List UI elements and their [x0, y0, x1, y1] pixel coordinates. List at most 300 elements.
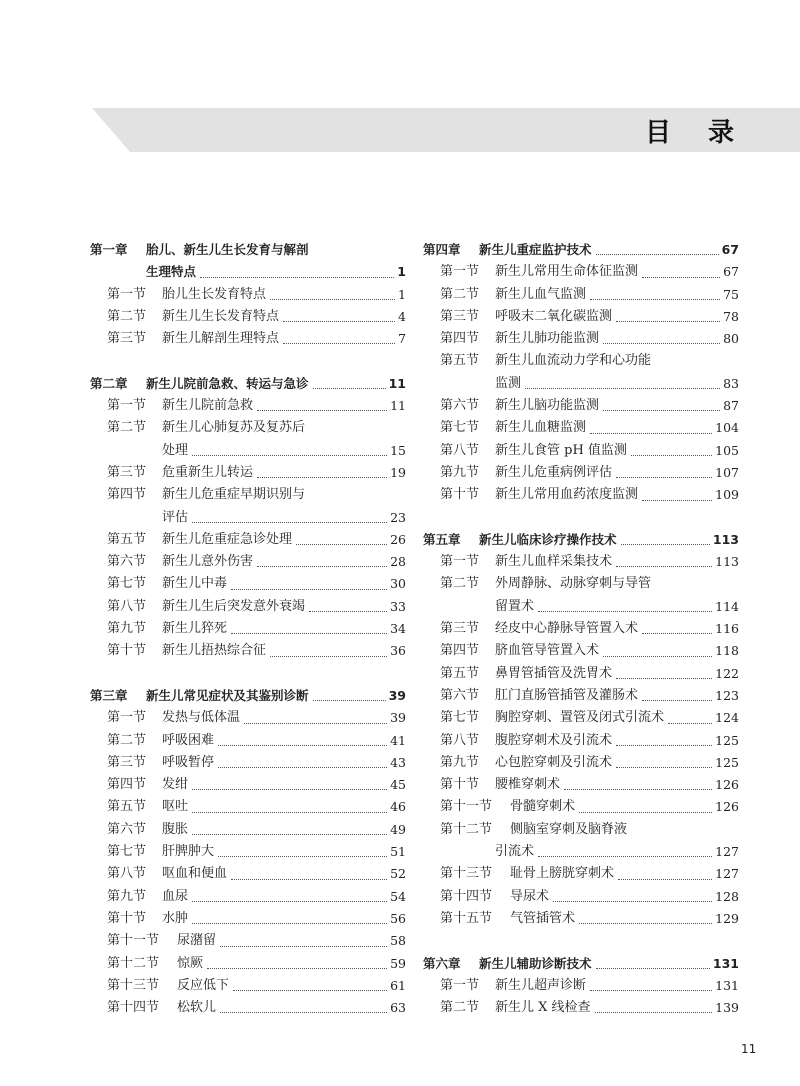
chapter-title: 新生儿常见症状及其鉴别诊断 — [146, 687, 309, 703]
page-ref: 11 — [388, 375, 406, 391]
section-title: 呼吸暂停 — [162, 754, 215, 770]
page-ref: 39 — [390, 710, 406, 726]
section-label: 第四节 — [107, 777, 147, 793]
toc-section-continuation[interactable] — [423, 596, 739, 618]
dot-leader — [220, 1011, 387, 1013]
chapter-spacer — [90, 663, 406, 685]
section-title: 外周静脉、动脉穿刺与导管 — [495, 576, 652, 592]
toc-section-entry[interactable] — [423, 328, 739, 350]
page-ref: 26 — [390, 531, 406, 547]
dot-leader — [200, 276, 394, 278]
section-title: 呕吐 — [162, 799, 189, 815]
section-title: 鼻胃管插管及洗胃术 — [495, 665, 613, 681]
page-ref: 43 — [390, 754, 406, 770]
toc-section-entry[interactable] — [423, 284, 739, 306]
toc-section-entry[interactable] — [90, 306, 406, 328]
dot-leader — [192, 521, 387, 523]
section-title: 呼吸末二氧化碳监测 — [495, 308, 613, 324]
section-label: 第七节 — [440, 710, 480, 726]
toc-section-entry[interactable] — [90, 819, 406, 841]
page-ref: 127 — [715, 866, 739, 882]
section-label: 第九节 — [107, 888, 147, 904]
page-ref: 114 — [715, 598, 739, 614]
section-title: 新生儿常用血药浓度监测 — [495, 487, 639, 503]
section-title: 新生儿食管 pH 值监测 — [495, 442, 627, 458]
section-title: 新生儿危重病例评估 — [495, 464, 613, 480]
toc-section-entry[interactable] — [90, 863, 406, 885]
toc-section-entry[interactable] — [90, 752, 406, 774]
toc-section-entry[interactable] — [90, 284, 406, 306]
section-label: 第十四节 — [107, 1000, 160, 1016]
page-ref: 129 — [715, 910, 739, 926]
toc-section-entry[interactable] — [423, 975, 739, 997]
dot-leader — [244, 722, 387, 724]
section-label: 第六节 — [107, 554, 147, 570]
section-label: 第十二节 — [440, 821, 493, 837]
toc-section-entry[interactable] — [90, 908, 406, 930]
section-label: 第十一节 — [107, 933, 160, 949]
chapter-label: 第五章 — [423, 531, 461, 547]
dot-leader — [218, 855, 387, 857]
page-ref: 131 — [712, 955, 739, 971]
toc-section-entry[interactable] — [423, 462, 739, 484]
page-ref: 67 — [723, 264, 739, 280]
toc-section-continuation[interactable] — [423, 841, 739, 863]
section-label: 第七节 — [107, 576, 147, 592]
section-label: 第四节 — [440, 643, 480, 659]
dot-leader — [590, 432, 712, 434]
dot-leader — [207, 967, 387, 969]
section-title: 引流术 — [495, 844, 535, 860]
section-label: 第三节 — [440, 621, 480, 637]
section-title: 新生儿超声诊断 — [495, 977, 587, 993]
dot-leader — [603, 409, 720, 411]
toc-section-entry[interactable] — [423, 752, 739, 774]
page-ref: 126 — [715, 799, 739, 815]
chapter-label: 第二章 — [90, 375, 128, 391]
section-title: 发绀 — [162, 777, 189, 793]
page-ref: 39 — [388, 687, 406, 703]
page-ref: 113 — [715, 554, 739, 570]
chapter-title: 胎儿、新生儿生长发育与解剖 — [146, 242, 309, 257]
section-title: 新生儿意外伤害 — [162, 554, 254, 570]
toc-section-entry[interactable] — [423, 685, 739, 707]
section-label: 第十节 — [107, 910, 147, 926]
dot-leader — [590, 989, 712, 991]
page-ref: 23 — [390, 509, 406, 525]
toc-section-entry[interactable] — [90, 975, 406, 997]
page-ref: 67 — [721, 242, 739, 257]
dot-leader — [231, 878, 387, 880]
toc-chapter-entry[interactable] — [423, 239, 739, 261]
section-title: 反应低下 — [177, 977, 230, 993]
chapter-label: 第三章 — [90, 687, 128, 703]
section-title: 新生儿血流动力学和心功能 — [495, 353, 652, 369]
page-ref: 34 — [390, 621, 406, 637]
dot-leader — [313, 387, 386, 389]
dot-leader — [218, 744, 387, 746]
chapter-spacer — [90, 350, 406, 372]
page-ref: 118 — [715, 643, 739, 659]
dot-leader — [621, 543, 710, 545]
toc-chapter-entry[interactable] — [90, 239, 406, 261]
page-ref: 4 — [398, 308, 406, 324]
toc-section-entry[interactable] — [90, 796, 406, 818]
section-label: 第三节 — [107, 754, 147, 770]
toc-section-entry[interactable] — [423, 551, 739, 573]
page-ref: 49 — [390, 821, 406, 837]
section-title: 新生儿解剖生理特点 — [162, 331, 280, 347]
toc-section-entry[interactable] — [423, 484, 739, 506]
toc-section-entry[interactable] — [423, 886, 739, 908]
page-ref: 1 — [397, 264, 406, 280]
section-label: 第十二节 — [107, 955, 160, 971]
page-ref: 116 — [715, 621, 739, 637]
page-ref: 36 — [390, 643, 406, 659]
section-title: 水肿 — [162, 910, 189, 926]
section-label: 第七节 — [107, 844, 147, 860]
section-title: 留置术 — [495, 598, 535, 614]
toc-section-entry[interactable] — [90, 997, 406, 1019]
page-ref: 15 — [390, 442, 406, 458]
toc-chapter-entry[interactable] — [423, 529, 739, 551]
toc-section-entry[interactable] — [90, 886, 406, 908]
toc-section-entry[interactable] — [90, 462, 406, 484]
page-ref: 1 — [398, 286, 406, 302]
toc-section-entry[interactable] — [90, 551, 406, 573]
page-ref: 124 — [715, 710, 739, 726]
page-ref: 113 — [712, 531, 739, 547]
section-label: 第八节 — [440, 442, 480, 458]
dot-leader — [642, 632, 712, 634]
section-label: 第十节 — [440, 777, 480, 793]
section-title: 新生儿生后突发意外衰竭 — [162, 598, 306, 614]
page-ref: 128 — [715, 888, 739, 904]
toc-section-entry[interactable] — [423, 640, 739, 662]
toc-section-entry[interactable] — [90, 596, 406, 618]
dot-leader — [596, 253, 719, 255]
dot-leader — [192, 900, 387, 902]
dot-leader — [296, 543, 387, 545]
dot-leader — [192, 922, 387, 924]
toc-chapter-entry[interactable] — [90, 685, 406, 707]
page-ref: 125 — [715, 754, 739, 770]
dot-leader — [631, 454, 712, 456]
toc-section-entry[interactable] — [423, 395, 739, 417]
toc-chapter-entry[interactable] — [423, 953, 739, 975]
section-title: 新生儿血糖监测 — [495, 420, 587, 436]
toc-section-entry[interactable] — [90, 328, 406, 350]
dot-leader — [313, 699, 386, 701]
dot-leader — [579, 811, 712, 813]
toc-section-entry[interactable] — [90, 573, 406, 595]
toc-section-entry[interactable] — [90, 930, 406, 952]
section-title: 肝脾肿大 — [162, 844, 215, 860]
page-ref: 58 — [390, 933, 406, 949]
section-label: 第四节 — [440, 331, 480, 347]
section-title: 腰椎穿刺术 — [495, 777, 561, 793]
page-ref: 123 — [715, 687, 739, 703]
section-label: 第十三节 — [440, 866, 493, 882]
chapter-title: 新生儿重症监护技术 — [479, 242, 592, 257]
section-title: 耻骨上膀胱穿刺术 — [510, 866, 615, 882]
dot-leader — [231, 632, 387, 634]
dot-leader — [192, 454, 387, 456]
page-ref: 75 — [723, 286, 739, 302]
section-title: 惊厥 — [177, 955, 204, 971]
dot-leader — [642, 276, 720, 278]
page-ref: 126 — [715, 777, 739, 793]
chapter-title: 新生儿院前急救、转运与急诊 — [146, 375, 309, 391]
page-ref: 139 — [715, 1000, 739, 1016]
page-ref: 63 — [390, 1000, 406, 1016]
toc-section-entry[interactable] — [90, 395, 406, 417]
page-ref: 80 — [723, 331, 739, 347]
section-label: 第一节 — [440, 264, 480, 280]
section-label: 第五节 — [107, 799, 147, 815]
page-ref: 33 — [390, 598, 406, 614]
page-ref: 30 — [390, 576, 406, 592]
section-title: 松软儿 — [177, 1000, 217, 1016]
page-ref: 105 — [715, 442, 739, 458]
dot-leader — [616, 565, 712, 567]
toc-section-entry[interactable] — [423, 261, 739, 283]
toc-section-entry[interactable] — [423, 417, 739, 439]
section-label: 第二节 — [440, 576, 480, 592]
page-ref: 46 — [390, 799, 406, 815]
page-ref: 125 — [715, 732, 739, 748]
section-label: 第九节 — [440, 464, 480, 480]
section-label: 第六节 — [107, 821, 147, 837]
dot-leader — [192, 833, 387, 835]
page-ref: 83 — [723, 375, 739, 391]
toc-section-entry[interactable] — [423, 774, 739, 796]
dot-leader — [525, 387, 720, 389]
section-title: 新生儿脑功能监测 — [495, 398, 600, 414]
toc-chapter-entry[interactable] — [90, 373, 406, 395]
section-label: 第八节 — [107, 866, 147, 882]
section-label: 第二节 — [440, 286, 480, 302]
section-title: 新生儿心肺复苏及复苏后 — [162, 420, 306, 436]
section-label: 第一节 — [440, 977, 480, 993]
section-label: 第二节 — [107, 308, 147, 324]
section-label: 第三节 — [440, 308, 480, 324]
dot-leader — [603, 655, 712, 657]
section-title: 胎儿生长发育特点 — [162, 286, 267, 302]
toc-section-entry[interactable] — [90, 707, 406, 729]
toc-section-entry[interactable] — [423, 796, 739, 818]
section-title: 肛门直肠管插管及灌肠术 — [495, 687, 639, 703]
page-ref: 122 — [715, 665, 739, 681]
section-title: 新生儿 X 线检查 — [495, 1000, 591, 1016]
section-title: 骨髓穿刺术 — [510, 799, 576, 815]
chapter-spacer — [423, 507, 739, 529]
section-label: 第十五节 — [440, 910, 493, 926]
page-ref: 19 — [390, 464, 406, 480]
section-label: 第五节 — [440, 353, 480, 369]
toc-section-entry[interactable] — [423, 863, 739, 885]
page-ref: 78 — [723, 308, 739, 324]
page-ref: 87 — [723, 398, 739, 414]
section-label: 第一节 — [440, 554, 480, 570]
dot-leader — [257, 565, 387, 567]
dot-leader — [616, 766, 712, 768]
section-label: 第四节 — [107, 487, 147, 503]
dot-leader — [231, 588, 387, 590]
page-ref: 131 — [715, 977, 739, 993]
dot-leader — [220, 945, 387, 947]
section-title: 导尿术 — [510, 888, 550, 904]
page-ref: 54 — [390, 888, 406, 904]
section-label: 第一节 — [107, 710, 147, 726]
section-title: 腹胀 — [162, 821, 189, 837]
page-ref: 61 — [390, 977, 406, 993]
section-title: 危重新生儿转运 — [162, 464, 254, 480]
dot-leader — [270, 655, 387, 657]
toc-section-entry[interactable] — [90, 417, 406, 439]
toc-section-entry[interactable] — [423, 618, 739, 640]
section-title: 腹腔穿刺术及引流术 — [495, 732, 613, 748]
page-title: 目 录 — [644, 118, 748, 148]
dot-leader — [596, 967, 710, 969]
section-label: 第十节 — [107, 643, 147, 659]
toc-section-entry[interactable] — [423, 908, 739, 930]
page-ref: 56 — [390, 910, 406, 926]
toc-section-continuation[interactable] — [423, 373, 739, 395]
toc-section-entry[interactable] — [90, 618, 406, 640]
dot-leader — [218, 766, 387, 768]
page-ref: 107 — [715, 464, 739, 480]
toc-section-entry[interactable] — [423, 573, 739, 595]
section-title: 胸腔穿刺、置管及闭式引流术 — [495, 710, 665, 726]
section-title: 呼吸困难 — [162, 732, 215, 748]
dot-leader — [309, 610, 387, 612]
toc-section-entry[interactable] — [90, 529, 406, 551]
chapter-label: 第四章 — [423, 242, 461, 257]
toc-section-continuation[interactable] — [90, 507, 406, 529]
dot-leader — [257, 476, 387, 478]
toc-section-entry[interactable] — [90, 841, 406, 863]
dot-leader — [192, 811, 387, 813]
section-title: 新生儿中毒 — [162, 576, 228, 592]
toc-section-continuation[interactable] — [90, 440, 406, 462]
dot-leader — [192, 788, 387, 790]
toc-section-entry[interactable] — [90, 730, 406, 752]
section-label: 第六节 — [440, 687, 480, 703]
toc-chapter-continuation[interactable] — [90, 261, 406, 283]
section-label: 第二节 — [440, 1000, 480, 1016]
section-title: 经皮中心静脉导管置入术 — [495, 621, 639, 637]
dot-leader — [616, 744, 712, 746]
toc-section-entry[interactable] — [90, 774, 406, 796]
page-number: 11 — [741, 1042, 757, 1056]
section-title: 新生儿常用生命体征监测 — [495, 264, 639, 280]
toc-section-entry[interactable] — [423, 306, 739, 328]
section-label: 第二节 — [107, 732, 147, 748]
page-ref: 109 — [715, 487, 739, 503]
chapter-spacer — [423, 930, 739, 952]
section-title: 新生儿危重症早期识别与 — [162, 487, 306, 503]
toc-section-entry[interactable] — [90, 953, 406, 975]
dot-leader — [642, 699, 712, 701]
section-title: 气管插管术 — [510, 910, 576, 926]
section-label: 第十四节 — [440, 888, 493, 904]
toc-section-entry[interactable] — [423, 997, 739, 1019]
page-ref: 52 — [390, 866, 406, 882]
section-label: 第三节 — [107, 331, 147, 347]
page-ref: 127 — [715, 844, 739, 860]
dot-leader — [595, 1011, 713, 1013]
dot-leader — [270, 298, 395, 300]
section-title: 尿潴留 — [177, 933, 217, 949]
toc-section-entry[interactable] — [423, 707, 739, 729]
section-label: 第一节 — [107, 398, 147, 414]
section-label: 第十三节 — [107, 977, 160, 993]
section-title: 新生儿捂热综合征 — [162, 643, 267, 659]
dot-leader — [538, 855, 712, 857]
section-label: 第三节 — [107, 464, 147, 480]
page-ref: 45 — [390, 777, 406, 793]
section-title: 新生儿猝死 — [162, 621, 228, 637]
section-title: 侧脑室穿刺及脑脊液 — [510, 821, 628, 837]
section-title: 发热与低体温 — [162, 710, 241, 726]
section-label: 第九节 — [440, 754, 480, 770]
section-label: 第一节 — [107, 286, 147, 302]
section-label: 第五节 — [440, 665, 480, 681]
toc-section-entry[interactable] — [90, 484, 406, 506]
section-title: 监测 — [495, 375, 522, 391]
section-label: 第九节 — [107, 621, 147, 637]
section-title: 脐血管导管置入术 — [495, 643, 600, 659]
toc-section-entry[interactable] — [423, 730, 739, 752]
section-label: 第二节 — [107, 420, 147, 436]
dot-leader — [616, 677, 712, 679]
section-title: 新生儿危重症急诊处理 — [162, 531, 293, 547]
chapter-title: 新生儿临床诊疗操作技术 — [479, 531, 617, 547]
dot-leader — [616, 320, 720, 322]
dot-leader — [564, 788, 712, 790]
dot-leader — [257, 409, 387, 411]
toc-section-entry[interactable] — [423, 819, 739, 841]
chapter-title: 生理特点 — [146, 264, 197, 280]
section-label: 第八节 — [440, 732, 480, 748]
dot-leader — [616, 476, 712, 478]
toc-right-column — [423, 239, 739, 1019]
dot-leader — [603, 342, 720, 344]
section-label: 第六节 — [440, 398, 480, 414]
dot-leader — [668, 722, 712, 724]
section-title: 新生儿血气监测 — [495, 286, 587, 302]
toc-left-column — [90, 239, 406, 1019]
dot-leader — [553, 900, 712, 902]
toc-section-entry[interactable] — [423, 350, 739, 372]
toc-section-entry[interactable] — [423, 440, 739, 462]
chapter-label: 第一章 — [90, 242, 128, 257]
section-title: 新生儿肺功能监测 — [495, 331, 600, 347]
chapter-title: 新生儿辅助诊断技术 — [479, 955, 592, 971]
section-title: 新生儿生长发育特点 — [162, 308, 280, 324]
section-title: 新生儿院前急救 — [162, 398, 254, 414]
dot-leader — [233, 989, 387, 991]
section-label: 第五节 — [107, 531, 147, 547]
page-ref: 59 — [390, 955, 406, 971]
dot-leader — [283, 320, 395, 322]
dot-leader — [642, 499, 712, 501]
dot-leader — [579, 922, 712, 924]
toc-section-entry[interactable] — [423, 663, 739, 685]
toc-section-entry[interactable] — [90, 640, 406, 662]
section-title: 处理 — [162, 442, 189, 458]
